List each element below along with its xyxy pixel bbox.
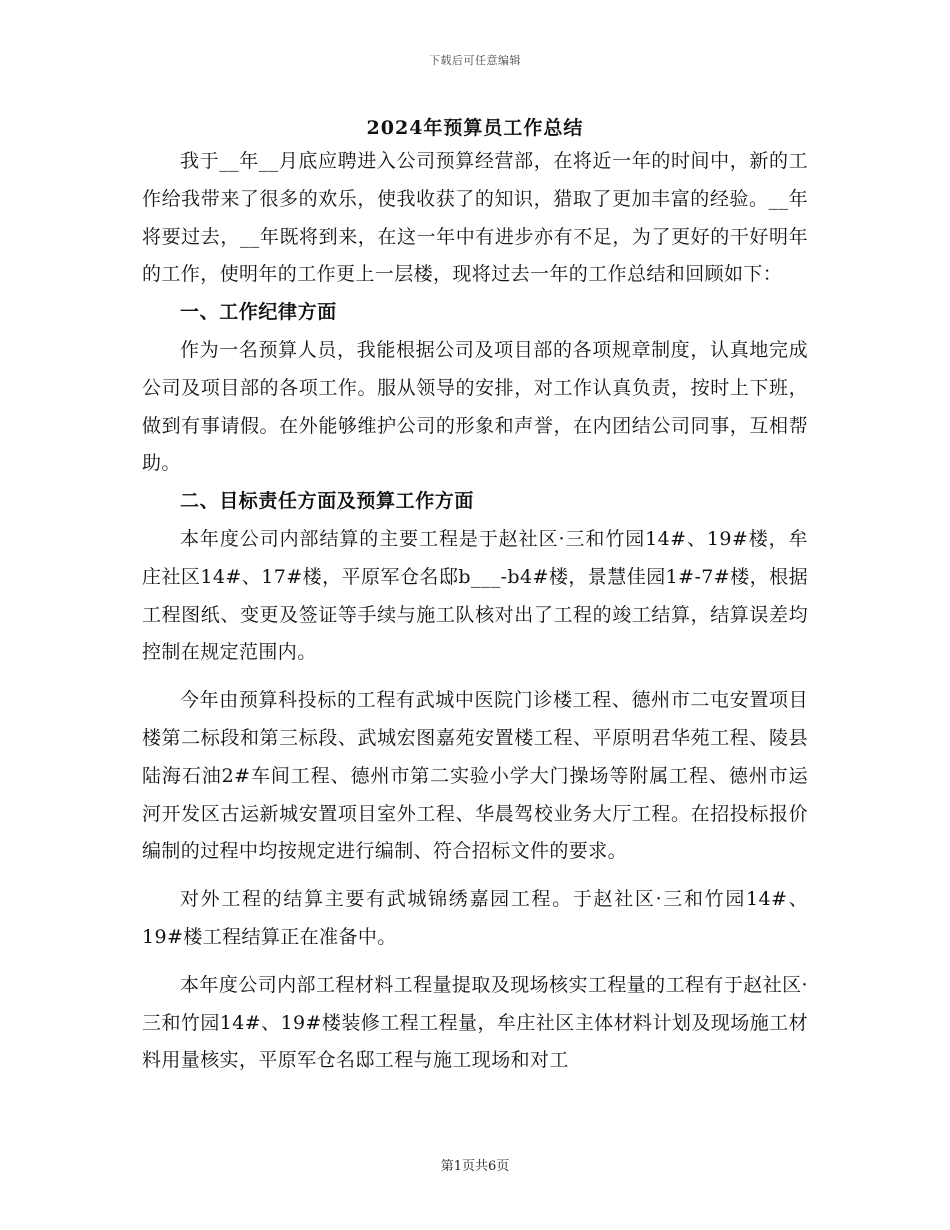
document-body: [142, 113, 808, 1080]
settlement-paragraph: 本年度公司内部结算的主要工程是于赵社区·三和竹园14#、19#楼，牟庄社区14#、17#楼，平原军仓名邸b___-b4#楼，景慧佳园1#-7#楼，根据工程图纸、变更及签证等手续与施工队核对出了工程的竣工结算，结算误差均控制在规定范围内。: [142, 527, 808, 664]
bidding-paragraph: 今年由预算科投标的工程有武城中医院门诊楼工程、德州市二屯安置项目楼第二标段和第三标段、武城宏图嘉苑安置楼工程、平原明君华苑工程、陵县陆海石油2#车间工程、德州市第二实验小学大门操场等附属工程、德州市运河开发区古运新城安置项目室外工程、华晨驾校业务大厅工程。在招投标报价编制的过程中均按规定进行编制、符合招标文件的要求。: [142, 689, 808, 863]
section-heading-budget: 二、目标责任方面及预算工作方面: [180, 490, 475, 513]
page-number: 第1页共6页: [440, 1159, 510, 1174]
page-header-note: 下载后可任意编辑: [429, 54, 521, 67]
external-settlement-paragraph: 对外工程的结算主要有武城锦绣嘉园工程。于赵社区·三和竹园14#、19#楼工程结算正在准备中。: [142, 888, 808, 948]
intro-paragraph: 我于__年__月底应聘进入公司预算经营部，在将近一年的时间中，新的工作给我带来了很多的欢乐，使我收获了的知识，猎取了更加丰富的经验。__年将要过去，__年既将到来，在这一年中有进步亦有不足，为了更好的干好明年的工作，使明年的工作更上一层楼，现将过去一年的工作总结和回顾如下：: [142, 150, 808, 286]
section-heading-discipline: 一、工作纪律方面: [180, 301, 337, 324]
document-title: 2024年预算员工作总结: [366, 117, 584, 139]
discipline-paragraph: 作为一名预算人员，我能根据公司及项目部的各项规章制度，认真地完成公司及项目部的各项工作。服从领导的安排，对工作认真负责，按时上下班，做到有事请假。在外能够维护公司的形象和声誉，在内团结公司同事，互相帮助。: [142, 338, 808, 475]
material-quantity-paragraph: 本年度公司内部工程材料工程量提取及现场核实工程量的工程有于赵社区·三和竹园14#、19#楼装修工程工程量，牟庄社区主体材料计划及现场施工材料用量核实，平原军仓名邸工程与施工现场和对工: [142, 973, 808, 1072]
